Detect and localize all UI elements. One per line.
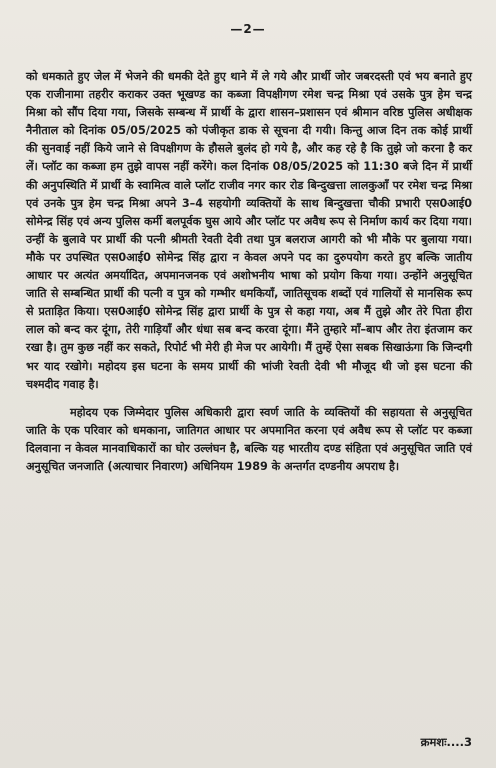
document-body [26,68,472,476]
page-number: —2— [230,22,266,36]
paragraph-1: को धमकाते हुए जेल में भेजने की धमकी देते हुए थाने में ले गये और प्रार्थी जोर जबरदस्ती एवं भय बनाते हुए एक राजीनामा तहरीर कराकर उक्त भूखण्ड का कब्जा विपक्षीगण रमेश चन्द्र मिश्रा एवं उसके पुत्र हेम चन्द्र मिश्रा को सौंप दिया गया, जिसके सम्बन्ध में प्रार्थी के द्वारा शासन–प्रशासन एवं श्रीमान वरिष्ठ पुलिस अधीक्षक नैनीताल को दिनांक 05/05/2025 को पंजीकृत डाक से सूचना दी गयी। किन्तु आज दिन तक कोई प्रार्थी की सुनवाई नहीं किये जाने से विपक्षीगण के हौसले बुलंद हो गये है, और कह रहे है कि तुझे जो करना है कर लें। प्लॉट का कब्जा हम तुझे वापस नहीं करेंगे। कल दिनांक 08/05/2025 को 11:30 बजे दिन में प्रार्थी की अनुपस्थिति में प्रार्थी के स्वामित्व वाले प्लॉट राजीव नगर कार रोड बिन्दुखत्ता लालकुआँ पर रमेश चन्द्र मिश्रा एवं उनके पुत्र हेम चन्द्र मिश्रा अपने 3–4 सहयोगी व्यक्तियों के साथ बिन्दुखत्ता चौकी प्रभारी एस0आई0 सोमेन्द्र सिंह एवं अन्य पुलिस कर्मी बलपूर्वक घुस आये और प्लॉट पर अवैध रूप से निर्माण कार्य कर दिया गया। उन्हीं के बुलावे पर प्रार्थी की पत्नी श्रीमती रेवती देवी तथा पुत्र बलराज आगरी को भी मौके पर बुलाया गया। मौके पर उपस्थित एस0आई0 सोमेन्द्र सिंह द्वारा न केवल अपने पद का दुरुपयोग करते हुए बल्कि जातीय आधार पर अत्यंत अमर्यादित, अपमानजनक एवं अशोभनीय भाषा को प्रयोग किया गया। उन्होंने अनुसूचित जाति से सम्बन्धित प्रार्थी की पत्नी व पुत्र को गम्भीर धमकियाँ, जातिसूचक शब्दों एवं गालियों से मानसिक रूप से प्रताड़ित किया। एस0आई0 सोमेन्द्र सिंह द्वारा प्रार्थी के पुत्र से कहा गया, अब मैं तुझे और तेरे पिता हीरा लाल को बन्द कर दूंगा, तेरी गाड़ियाँ और धंधा सब बन्द करवा दूंगा। मैंने तुम्हारे माँ–बाप और तेरा इंतजाम कर रखा है। तुम कुछ नहीं कर सकते, रिपोर्ट भी मेरी ही मेज पर आयेगी। मैं तुम्हें ऐसा सबक सिखाऊंगा कि जिन्दगी भर याद रखोगे। महोदय इस घटना के समय प्रार्थी की भांजी रेवती देवी भी मौजूद थी जो इस घटना की चश्मदीद गवाह है। [26,70,472,391]
continued-marker: क्रमशः....3 [420,735,472,749]
paragraph-2: महोदय एक जिम्मेदार पुलिस अधिकारी द्वारा स्वर्ण जाति के व्यक्तियों की सहायता से अनुसूचित जाति के एक परिवार को धमकाना, जातिगत आधार पर अपमानित करना एवं अवैध रूप से प्लॉट पर कब्जा दिलवाना न केवल मानवाधिकारों का घोर उल्लंघन है, बल्कि यह भारतीय दण्ड संहिता एवं अनुसूचित जाति एवं अनुसूचित जनजाति (अत्याचार निवारण) अधिनियम 1989 के अन्तर्गत दण्डनीय अपराध है। [26,405,472,473]
